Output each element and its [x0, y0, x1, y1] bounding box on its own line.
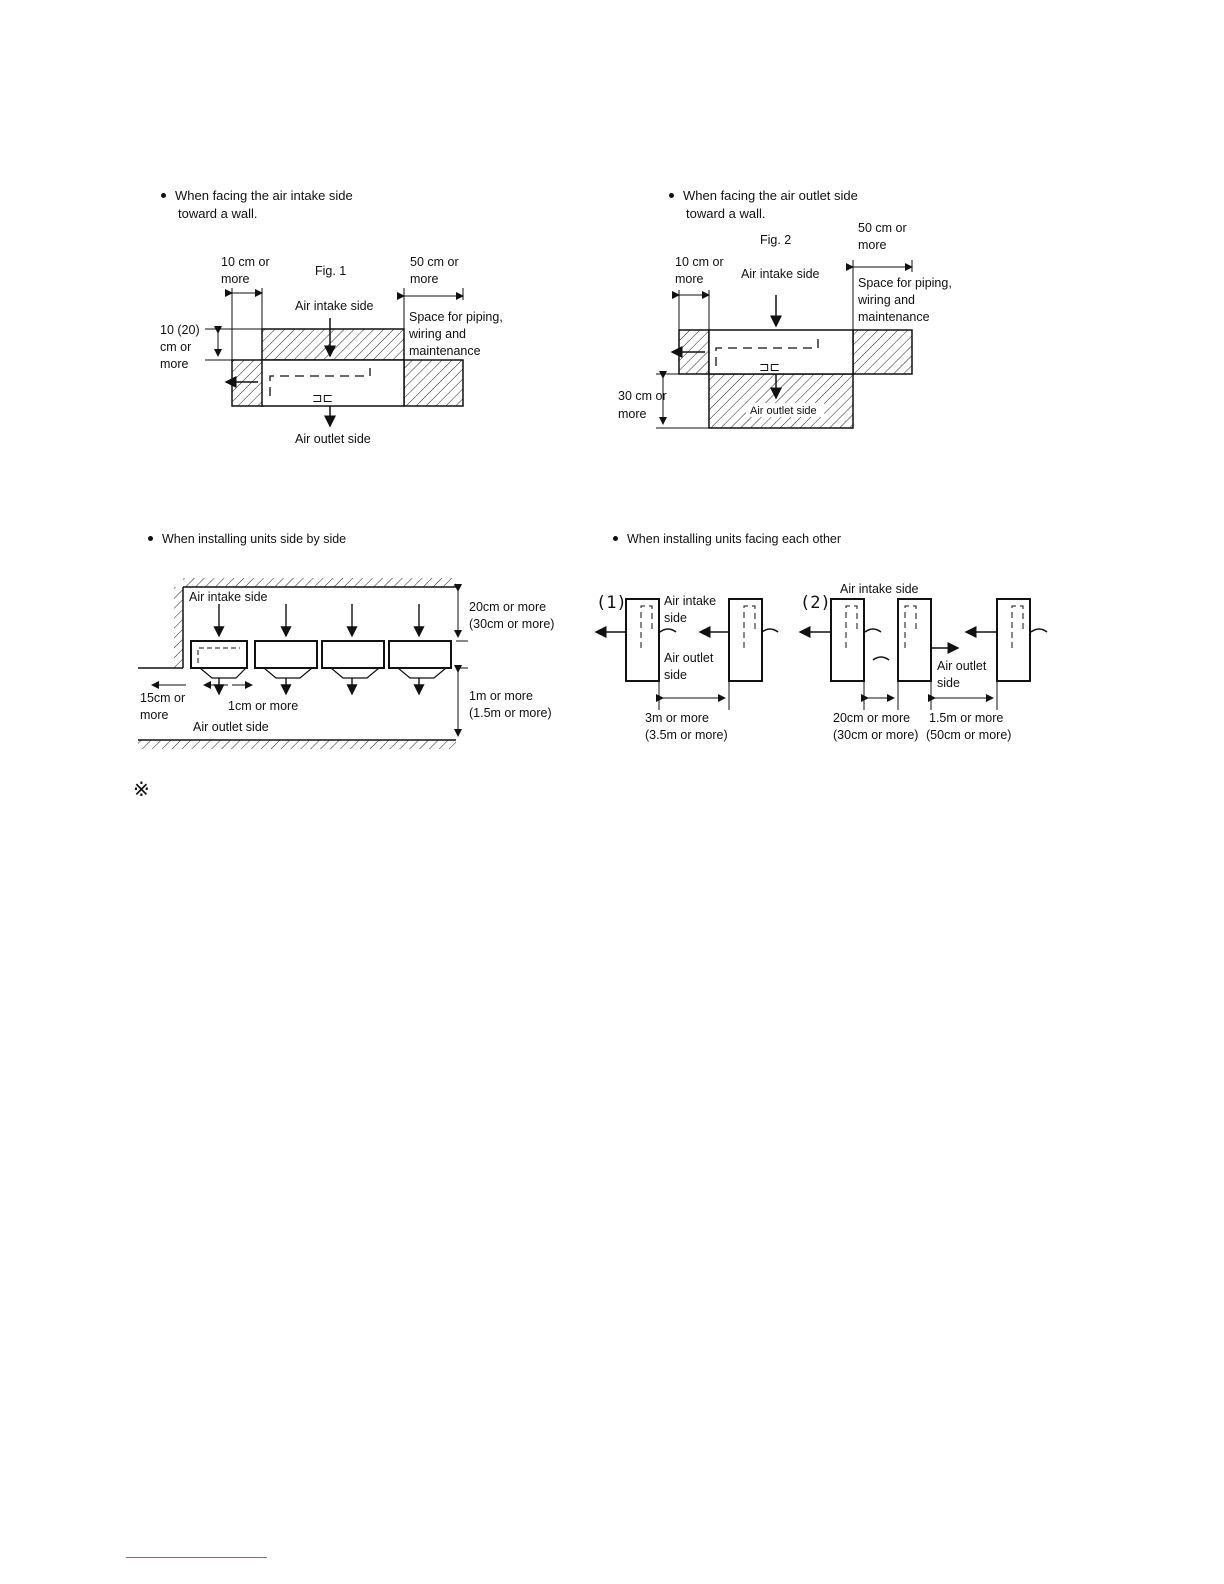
fig2-unit [709, 330, 853, 374]
fig1-wall-clear-3: more [160, 357, 189, 371]
facing-unit-1b [729, 599, 762, 681]
sbs-left-1: 15cm or [140, 691, 186, 705]
side-by-side-diagram [138, 578, 554, 749]
fig2-title: Fig. 2 [760, 233, 792, 247]
facing-unit-1a [626, 599, 659, 681]
side-by-side-heading: When installing units side by side [148, 530, 346, 548]
sbs-between: 1cm or more [228, 699, 299, 713]
facing-outlet-2b: side [937, 676, 960, 690]
note-mark: ※ [133, 779, 150, 801]
fig1-wall-clear-1: 10 (20) [160, 323, 200, 337]
facing-diagram [596, 582, 1047, 742]
fig2-front-clear-2: more [618, 407, 647, 421]
bullet-icon [613, 536, 618, 541]
fig1-wall-clear-2: cm or [160, 340, 192, 354]
fig1-left-clear-2: more [221, 272, 250, 286]
fig1-space-3: maintenance [409, 344, 481, 358]
fig2-right-clear-2: more [858, 238, 887, 252]
fig1-intake-label: Air intake side [295, 299, 374, 313]
fig1-left-clear-1: 10 cm or [221, 255, 270, 269]
fig1-wall-top [262, 329, 404, 360]
fig2-space-2: wiring and [858, 293, 915, 307]
fig2-right-clear-1: 50 cm or [858, 221, 907, 235]
sbs-top-2: (30cm or more) [469, 617, 555, 631]
facing-intake-1b: side [664, 611, 687, 625]
fig1-wall-right [404, 360, 463, 406]
facing-unit-2a [831, 599, 864, 681]
facing-dist1-2: (3.5m or more) [645, 728, 728, 742]
unit-b [255, 641, 317, 668]
fig1-diagram [160, 255, 503, 446]
footer-rule [126, 1557, 267, 1558]
facing-outlet-2a: Air outlet [937, 659, 987, 673]
fig2-wall-front [709, 374, 853, 428]
fig2-wall-right [853, 330, 912, 374]
unit-a [191, 641, 247, 668]
svg-text:⊐⊏: ⊐⊏ [312, 391, 333, 405]
fig1-right-clear-2: more [410, 272, 439, 286]
fig2-diagram [618, 221, 952, 428]
fig1-space-2: wiring and [409, 327, 466, 341]
fig2-left-clear-2: more [675, 272, 704, 286]
fig1-right-clear-1: 50 cm or [410, 255, 459, 269]
fig1-wall-left [232, 360, 263, 406]
facing-label-1: (1) [596, 593, 627, 613]
sbs-bottom-2: (1.5m or more) [469, 706, 552, 720]
fig1-heading: When facing the air intake side toward a wall. [161, 187, 353, 223]
bullet-icon [148, 536, 153, 541]
fig2-space-3: maintenance [858, 310, 930, 324]
fig2-left-clear-1: 10 cm or [675, 255, 724, 269]
fig1-outlet-label: Air outlet side [295, 432, 371, 446]
sbs-intake-label: Air intake side [189, 590, 268, 604]
unit-d [389, 641, 451, 668]
bullet-icon [161, 193, 166, 198]
facing-intake-2: Air intake side [840, 582, 919, 596]
fig2-heading: When facing the air outlet side toward a wall. [669, 187, 858, 223]
facing-intake-1a: Air intake [664, 594, 717, 608]
fig2-intake-label: Air intake side [741, 267, 820, 281]
sbs-top-1: 20cm or more [469, 600, 547, 614]
unit-c [322, 641, 384, 668]
sbs-bottom-1: 1m or more [469, 689, 533, 703]
fig1-unit [262, 360, 404, 406]
fig2-outlet-label: Air outlet side [750, 405, 817, 417]
bullet-icon [669, 193, 674, 198]
facing-dist3-1: 1.5m or more [929, 711, 1004, 725]
facing-label-2: (2) [800, 593, 831, 613]
facing-dist1-1: 3m or more [645, 711, 709, 725]
facing-unit-2c [997, 599, 1030, 681]
sbs-left-2: more [140, 708, 169, 722]
facing-dist2-2: (30cm or more) [833, 728, 919, 742]
facing-dist2-1: 20cm or more [833, 711, 911, 725]
facing-heading: When installing units facing each other [613, 530, 841, 548]
fig2-front-clear-1: 30 cm or [618, 389, 667, 403]
svg-text:⊐⊏: ⊐⊏ [759, 360, 780, 374]
sbs-outlet-label: Air outlet side [193, 720, 269, 734]
facing-outlet-1b: side [664, 668, 687, 682]
fig2-space-1: Space for piping, [858, 276, 952, 290]
facing-unit-2b [898, 599, 931, 681]
facing-outlet-1a: Air outlet [664, 651, 714, 665]
fig1-space-1: Space for piping, [409, 310, 503, 324]
facing-dist3-2: (50cm or more) [926, 728, 1012, 742]
fig1-title: Fig. 1 [315, 264, 347, 278]
